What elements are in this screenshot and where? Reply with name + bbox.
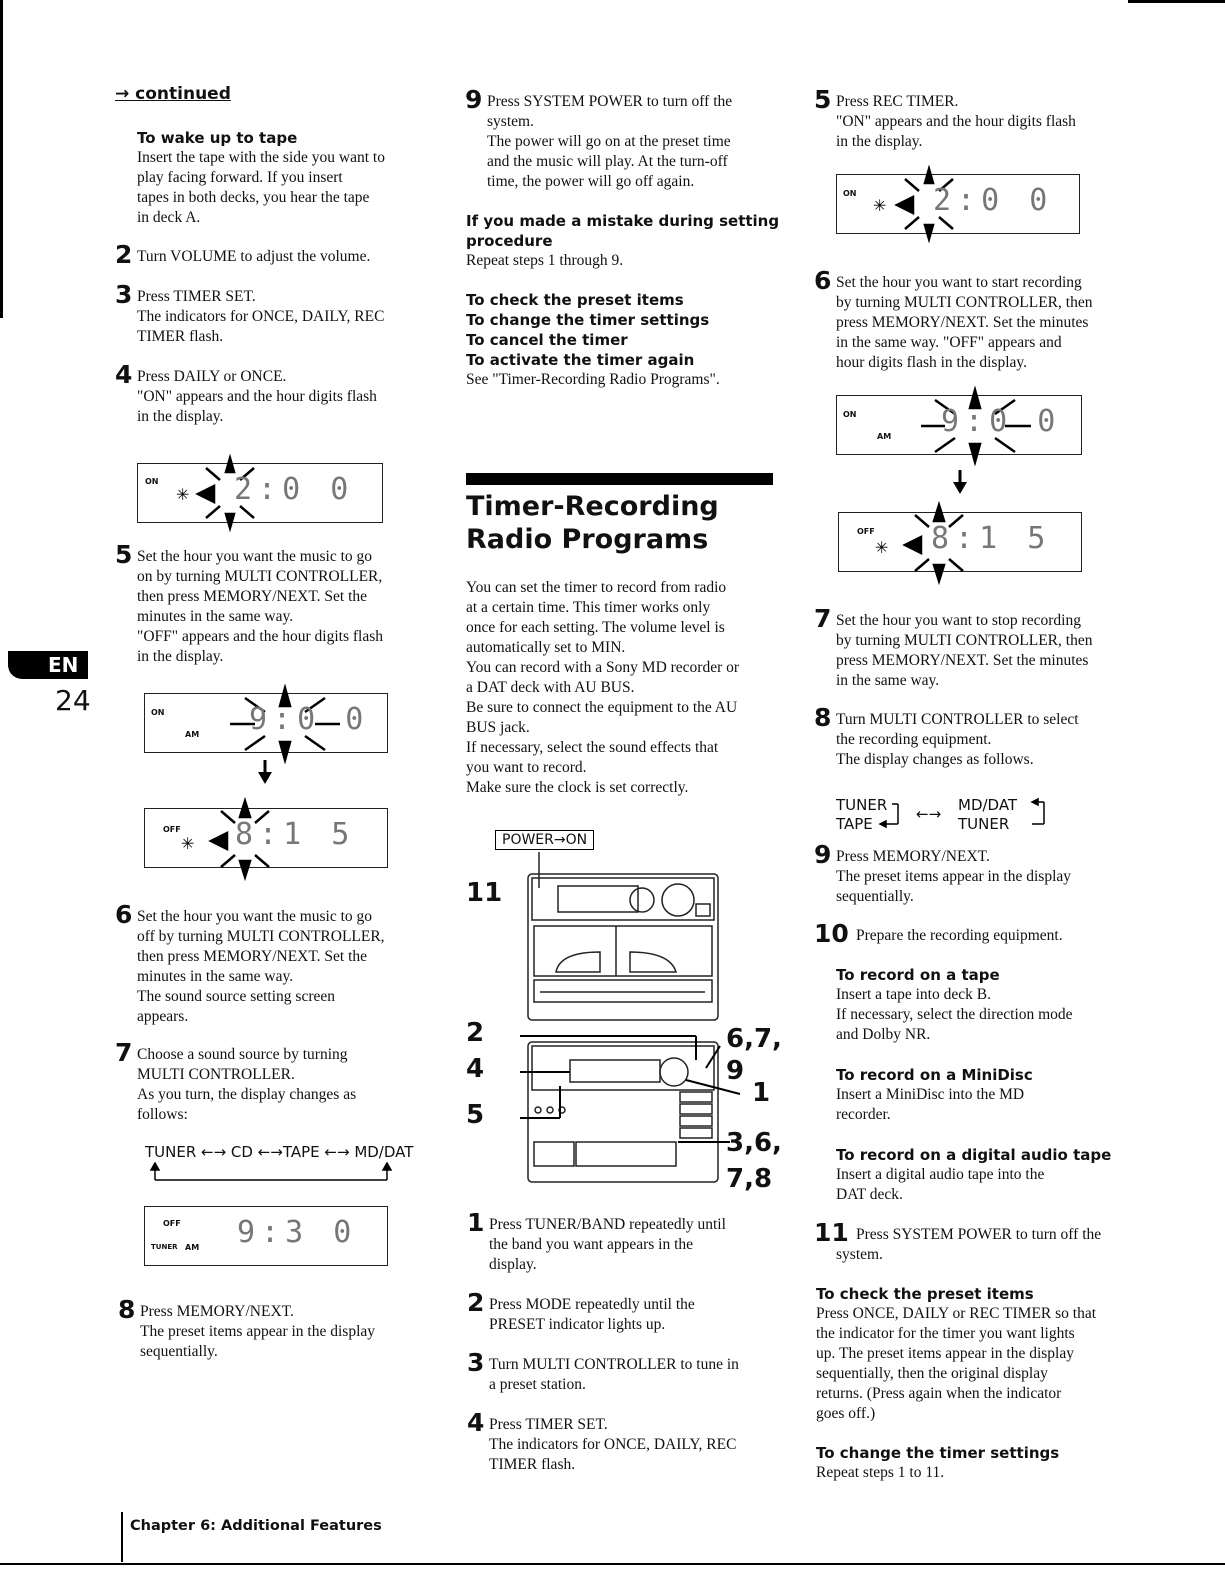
step-number: 6 <box>814 266 832 295</box>
lcd-display <box>838 512 1082 572</box>
col2-step-9 <box>465 85 733 192</box>
text-line: Set the hour you want to start recording <box>836 274 1082 291</box>
display-tuner-indicator: TUNER <box>151 1243 178 1251</box>
text-line: Insert a digital audio tape into the <box>836 1166 1045 1183</box>
text-line: Press MEMORY/NEXT. <box>140 1303 294 1320</box>
equip-arrow: ←→ <box>916 805 942 823</box>
text-line: Press TIMER SET. <box>137 288 256 305</box>
md-title: To record on a MiniDisc <box>836 1066 1033 1084</box>
display-digits: 9:3 0 <box>237 1215 358 1250</box>
step-number: 8 <box>814 703 832 732</box>
col2-step-2 <box>467 1288 695 1335</box>
change-title: To change the timer settings <box>816 1444 1060 1462</box>
lang-tab <box>8 651 88 679</box>
text-line: Make sure the clock is set correctly. <box>466 779 689 796</box>
text-line: Turn VOLUME to adjust the volume. <box>137 248 371 265</box>
text-line: hour digits flash in the display. <box>836 354 1028 371</box>
text-line: Press SYSTEM POWER to turn off the <box>856 1226 1102 1243</box>
text-line: once for each setting. The volume level is <box>466 619 725 636</box>
lcd-display <box>144 808 388 868</box>
tape-body <box>836 985 1073 1045</box>
step-number: 11 <box>814 1218 849 1247</box>
display-off-indicator: OFF <box>163 825 181 834</box>
col3-step-7 <box>814 604 1093 691</box>
lcd-display <box>836 395 1082 455</box>
text-line: Set the hour you want the music to go <box>137 908 373 925</box>
equip-tape: TAPE <box>836 815 873 833</box>
text-line: "ON" appears and the hour digits flash <box>836 113 1076 130</box>
col3-step-5 <box>814 85 1076 152</box>
text-line: follows: <box>137 1106 188 1123</box>
callout-5: 5 <box>466 1100 485 1130</box>
text-line: sequentially. <box>836 888 914 905</box>
text-line: BUS jack. <box>466 719 530 736</box>
callout-9: 9 <box>726 1056 745 1086</box>
display-digits: 2:0 0 <box>933 183 1054 218</box>
dat-title: To record on a digital audio tape <box>836 1146 1112 1164</box>
col3-step-9 <box>814 840 1072 907</box>
footer-divider <box>121 1512 123 1562</box>
cycle-return-arrow-icon <box>150 1162 400 1184</box>
display-digits: 9:0 0 <box>941 404 1062 439</box>
text-line: minutes in the same way. <box>137 968 294 985</box>
lcd-display <box>144 1206 388 1266</box>
col2-step-3 <box>467 1348 739 1395</box>
links-body: See "Timer-Recording Radio Programs". <box>466 371 720 388</box>
text-line: by turning MULTI CONTROLLER, then <box>836 294 1093 311</box>
text-line: and the music will play. At the turn-off <box>487 153 728 170</box>
step-number: 2 <box>115 240 133 269</box>
text-line: recorder. <box>836 1106 891 1123</box>
lcd-display <box>144 693 388 753</box>
step-number: 2 <box>467 1288 485 1317</box>
svg-text:✳: ✳ <box>875 538 889 557</box>
col1-step-6 <box>115 900 385 1027</box>
text-line: PRESET indicator lights up. <box>489 1316 666 1333</box>
text-line: Press TIMER SET. <box>489 1416 608 1433</box>
text-line: in the same way. <box>836 672 940 689</box>
text-line: Press DAILY or ONCE. <box>137 368 287 385</box>
text-line: To check the preset items <box>466 291 684 309</box>
power-on-label: POWER→ON <box>495 830 594 850</box>
text-line: You can set the timer to record from radio <box>466 579 727 596</box>
intro-text <box>466 578 739 798</box>
text-line: sequentially. <box>140 1343 218 1360</box>
step-number: 7 <box>115 1038 133 1067</box>
wake-title: To wake up to tape <box>137 129 298 147</box>
step-number: 5 <box>115 540 133 569</box>
text-line: The indicators for ONCE, DAILY, REC <box>489 1436 737 1453</box>
check-title: To check the preset items <box>816 1285 1034 1303</box>
step-number: 9 <box>814 840 832 869</box>
text-line: off by turning MULTI CONTROLLER, <box>137 928 385 945</box>
callout-4: 4 <box>466 1054 485 1084</box>
display-off-indicator: OFF <box>857 527 875 536</box>
text-line: goes off.) <box>816 1405 876 1422</box>
text-line: system. <box>836 1246 883 1263</box>
display-on-indicator: ON <box>843 189 857 198</box>
text-line: If necessary, select the sound effects that <box>466 739 719 756</box>
text-line: Turn MULTI CONTROLLER to select <box>836 711 1079 728</box>
text-line: Prepare the recording equipment. <box>856 927 1063 944</box>
col1-step-3 <box>115 280 385 347</box>
equip-tuner-2: TUNER <box>958 815 1010 833</box>
chapter-footer: Chapter 6: Additional Features <box>130 1518 382 1534</box>
left-edge-mark <box>0 0 3 318</box>
text-line: The sound source setting screen <box>137 988 335 1005</box>
section-bar <box>466 473 773 485</box>
text-line: in the display. <box>137 408 224 425</box>
text-line: in the display. <box>137 648 224 665</box>
display-off-indicator: OFF <box>163 1219 181 1228</box>
display-digits: 2:0 0 <box>234 472 355 507</box>
text-line: Press MODE repeatedly until the <box>489 1296 695 1313</box>
col3-step-8 <box>814 703 1079 770</box>
step-number: 3 <box>115 280 133 309</box>
step-number: 7 <box>814 604 832 633</box>
section-title <box>466 490 719 556</box>
text-line: If necessary, select the direction mode <box>836 1006 1073 1023</box>
col1-step-2 <box>115 240 371 269</box>
md-body <box>836 1085 1024 1125</box>
svg-text:✳: ✳ <box>181 834 195 853</box>
text-line: a preset station. <box>489 1376 586 1393</box>
callout-1: 1 <box>752 1078 771 1108</box>
lcd-display <box>836 174 1080 234</box>
step-number: 9 <box>465 85 483 114</box>
display-am-indicator: AM <box>185 730 200 739</box>
display-on-indicator: ON <box>151 708 165 717</box>
text-line: Insert the tape with the side you want to <box>137 149 385 166</box>
svg-text:✳: ✳ <box>873 196 887 215</box>
text-line: "ON" appears and the hour digits flash <box>137 388 377 405</box>
col1-step-4 <box>115 360 377 427</box>
text-line: in the display. <box>836 133 923 150</box>
text-line: Set the hour you want the music to go <box>137 548 373 565</box>
lcd-display <box>137 463 383 523</box>
text-line: then press MEMORY/NEXT. Set the <box>137 588 368 605</box>
text-line: TIMER flash. <box>489 1456 576 1473</box>
source-cycle: TUNER ←→ CD ←→TAPE ←→ MD/DAT <box>145 1143 414 1161</box>
mistake-title <box>466 211 779 251</box>
text-line: a DAT deck with AU BUS. <box>466 679 635 696</box>
text-line: returns. (Press again when the indicator <box>816 1385 1062 1402</box>
text-line: the band you want appears in the <box>489 1236 694 1253</box>
col1-step-8 <box>118 1295 376 1362</box>
text-line: TIMER flash. <box>137 328 224 345</box>
text-line: Timer-Recording <box>466 491 719 522</box>
text-line: and Dolby NR. <box>836 1026 931 1043</box>
continued-label: → continued <box>115 84 231 104</box>
text-line: Turn MULTI CONTROLLER to tune in <box>489 1356 739 1373</box>
stereo-system-illustration <box>520 852 750 1192</box>
display-digits: 8:1 5 <box>235 817 356 852</box>
step-number: 5 <box>814 85 832 114</box>
callout-6-7: 6,7, <box>726 1024 782 1054</box>
callout-11: 11 <box>466 878 503 908</box>
down-arrow-icon <box>950 470 970 496</box>
text-line: Be sure to connect the equipment to the AU <box>466 699 738 716</box>
text-line: As you turn, the display changes as <box>137 1086 357 1103</box>
step-number: 6 <box>115 900 133 929</box>
text-line: Press TUNER/BAND repeatedly until <box>489 1216 726 1233</box>
equip-mddat: MD/DAT <box>958 796 1018 814</box>
text-line: The preset items appear in the display <box>836 868 1072 885</box>
text-line: you want to record. <box>466 759 587 776</box>
text-line: To change the timer settings <box>466 311 710 329</box>
callout-3-6: 3,6, <box>726 1128 782 1158</box>
text-line: The indicators for ONCE, DAILY, REC <box>137 308 385 325</box>
text-line: in the same way. "OFF" appears and <box>836 334 1062 351</box>
step-number: 1 <box>467 1208 485 1237</box>
text-line: MULTI CONTROLLER. <box>137 1066 295 1083</box>
text-line: Press ONCE, DAILY or REC TIMER so that <box>816 1305 1097 1322</box>
tape-title: To record on a tape <box>836 966 1000 984</box>
equipment-cycle <box>836 796 1066 836</box>
text-line: press MEMORY/NEXT. Set the minutes <box>836 314 1089 331</box>
step-number: 4 <box>467 1408 485 1437</box>
mistake-body: Repeat steps 1 through 9. <box>466 252 624 269</box>
text-line: sequentially, then the original display <box>816 1365 1048 1382</box>
display-on-indicator: ON <box>145 477 159 486</box>
col2-step-1 <box>467 1208 726 1275</box>
text-line: up. The preset items appear in the display <box>816 1345 1074 1362</box>
bottom-rule <box>0 1563 1225 1565</box>
display-am-indicator: AM <box>877 432 892 441</box>
text-line: Press MEMORY/NEXT. <box>836 848 990 865</box>
display-digits: 9:0 0 <box>249 702 370 737</box>
col3-step-6 <box>814 266 1093 373</box>
text-line: You can record with a Sony MD recorder or <box>466 659 740 676</box>
text-line: automatically set to MIN. <box>466 639 626 656</box>
text-line: in deck A. <box>137 209 201 226</box>
dat-body <box>836 1165 1044 1205</box>
display-am-indicator: AM <box>185 1243 200 1252</box>
text-line: appears. <box>137 1008 189 1025</box>
col3-step-11 <box>814 1218 1102 1265</box>
text-line: The preset items appear in the display <box>140 1323 376 1340</box>
text-line: on by turning MULTI CONTROLLER, <box>137 568 383 585</box>
text-line: the indicator for the timer you want lights <box>816 1325 1075 1342</box>
text-line: by turning MULTI CONTROLLER, then <box>836 632 1093 649</box>
text-line: time, the power will go off again. <box>487 173 695 190</box>
text-line: Insert a tape into deck B. <box>836 986 991 1003</box>
text-line: Insert a MiniDisc into the MD <box>836 1086 1025 1103</box>
page-number: 24 <box>55 684 91 717</box>
text-line: DAT deck. <box>836 1186 903 1203</box>
step-number: 10 <box>814 919 849 948</box>
col3-step-10 <box>814 919 1063 948</box>
text-line: Press REC TIMER. <box>836 93 959 110</box>
display-on-indicator: ON <box>843 410 857 419</box>
step-number: 4 <box>115 360 133 389</box>
text-line: minutes in the same way. <box>137 608 294 625</box>
text-line: Press SYSTEM POWER to turn off the <box>487 93 733 110</box>
text-line: tapes in both decks, you hear the tape <box>137 189 370 206</box>
text-line: display. <box>489 1256 537 1273</box>
step-number: 3 <box>467 1348 485 1377</box>
svg-text:✳: ✳ <box>176 485 190 504</box>
text-line: play facing forward. If you insert <box>137 169 343 186</box>
step-number: 8 <box>118 1295 136 1324</box>
timer-links <box>466 290 709 370</box>
text-line: the recording equipment. <box>836 731 992 748</box>
down-arrow-icon <box>255 760 275 786</box>
text-line: "OFF" appears and the hour digits flash <box>137 628 383 645</box>
text-line: at a certain time. This timer works only <box>466 599 711 616</box>
right-edge-mark <box>1128 0 1225 3</box>
col2-step-4 <box>467 1408 737 1475</box>
callout-7-8: 7,8 <box>726 1164 773 1194</box>
text-line: Choose a sound source by turning <box>137 1046 348 1063</box>
col1-step-7 <box>115 1038 357 1125</box>
text-line: Set the hour you want to stop recording <box>836 612 1081 629</box>
text-line: Radio Programs <box>466 524 709 555</box>
text-line: To cancel the timer <box>466 331 628 349</box>
check-body <box>816 1304 1096 1424</box>
text-line: To activate the timer again <box>466 351 695 369</box>
text-line: procedure <box>466 232 553 250</box>
col1-step-5 <box>115 540 383 667</box>
lang-tab-label: EN <box>48 653 79 677</box>
text-line: press MEMORY/NEXT. Set the minutes <box>836 652 1089 669</box>
wake-body <box>137 148 437 228</box>
display-digits: 8:1 5 <box>931 521 1052 556</box>
text-line: system. <box>487 113 534 130</box>
text-line: If you made a mistake during setting <box>466 212 780 230</box>
change-body: Repeat steps 1 to 11. <box>816 1464 945 1481</box>
cycle-bracket-icon <box>836 796 1066 836</box>
text-line: then press MEMORY/NEXT. Set the <box>137 948 368 965</box>
text-line: The power will go on at the preset time <box>487 133 731 150</box>
text-line: The display changes as follows. <box>836 751 1034 768</box>
callout-2: 2 <box>466 1018 485 1048</box>
equip-tuner: TUNER <box>836 796 888 814</box>
